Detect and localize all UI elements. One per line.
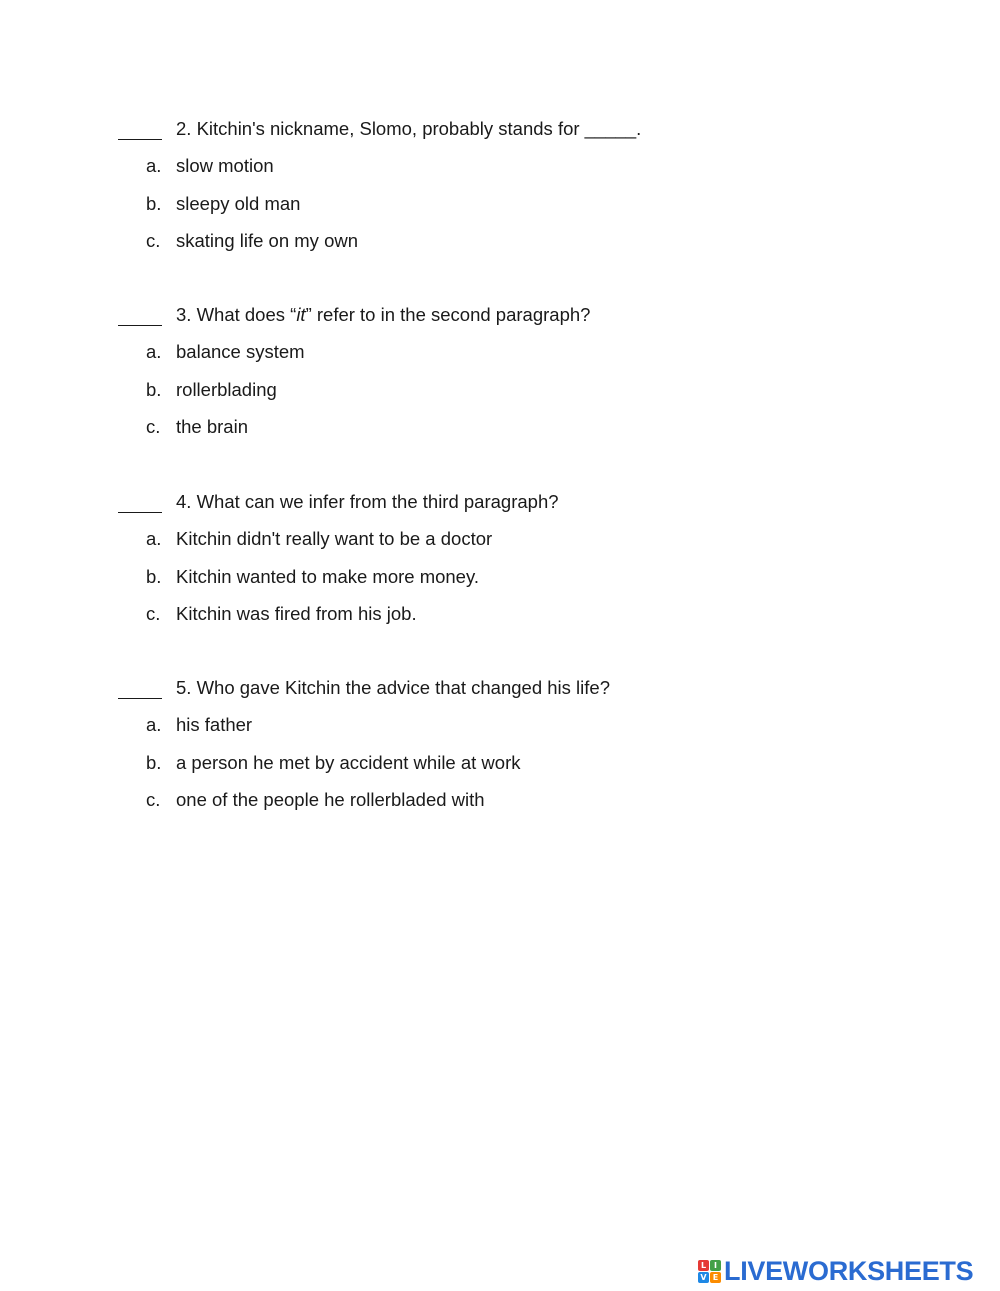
option-letter: b. [146,565,162,587]
option-text: balance system [176,341,305,362]
option-list [118,713,818,812]
answer-blank[interactable] [118,490,162,514]
question-text-suffix: ” refer to in the second paragraph? [305,304,591,325]
answer-blank[interactable] [118,303,162,327]
question-text: 5. Who gave Kitchin the advice that changed his life? [176,677,610,698]
option-text: rollerblading [176,378,277,400]
question-text-prefix: 3. What does “ [176,304,297,325]
question-text-italic: it [296,304,306,325]
option-a [118,527,818,551]
option-letter: b. [146,751,162,773]
option-letter: a. [146,714,162,735]
option-b [118,192,818,216]
question-stem-line [118,490,818,514]
question-text: 4. What can we infer from the third paragraph? [176,491,559,512]
question-3 [118,303,818,453]
option-text: his father [176,714,253,735]
question-text [176,303,590,327]
liveworksheets-brand [698,1256,973,1286]
logo-tile-l: L [698,1260,709,1271]
option-letter: b. [146,378,162,400]
option-text: Kitchin wanted to make more money. [176,565,479,587]
option-letter: c. [146,230,161,251]
question-text: 2. Kitchin's nickname, Slomo, probably stands for _____. [176,118,642,139]
option-b [118,378,818,402]
question-4 [118,490,818,640]
question-stem-line [118,303,818,327]
option-letter: c. [146,789,161,810]
option-text: one of the people he rollerbladed with [176,789,485,810]
option-text: Kitchin was fired from his job. [176,603,417,624]
question-stem-line [118,676,818,700]
answer-blank[interactable] [118,117,162,141]
option-a [118,154,818,178]
option-letter: b. [146,192,162,214]
logo-tile-i: I [710,1260,721,1271]
option-c [118,602,818,626]
option-letter: c. [146,603,161,624]
option-text: Kitchin didn't really want to be a doctor [176,528,493,549]
option-text: skating life on my own [176,230,359,251]
brand-text: LIVEWORKSHEETS [724,1256,974,1286]
option-text: a person he met by accident while at work [176,751,521,773]
option-c [118,788,818,812]
option-a [118,340,818,364]
question-5 [118,676,818,826]
option-letter: a. [146,341,162,362]
question-stem-line [118,117,818,141]
logo-tile-v: V [698,1272,709,1283]
question-2 [118,117,818,267]
option-text: slow motion [176,155,274,176]
option-a [118,713,818,737]
option-b [118,565,818,589]
option-letter: a. [146,528,162,549]
option-list [118,154,818,253]
option-text: sleepy old man [176,192,301,214]
answer-blank[interactable] [118,676,162,700]
liveworksheets-logo-icon [698,1260,721,1283]
option-list [118,527,818,626]
option-list [118,340,818,439]
option-c [118,415,818,439]
logo-tile-e: E [710,1272,721,1283]
option-letter: a. [146,155,162,176]
option-letter: c. [146,416,161,437]
option-text: the brain [176,416,248,437]
option-b [118,751,818,775]
option-c [118,229,818,253]
